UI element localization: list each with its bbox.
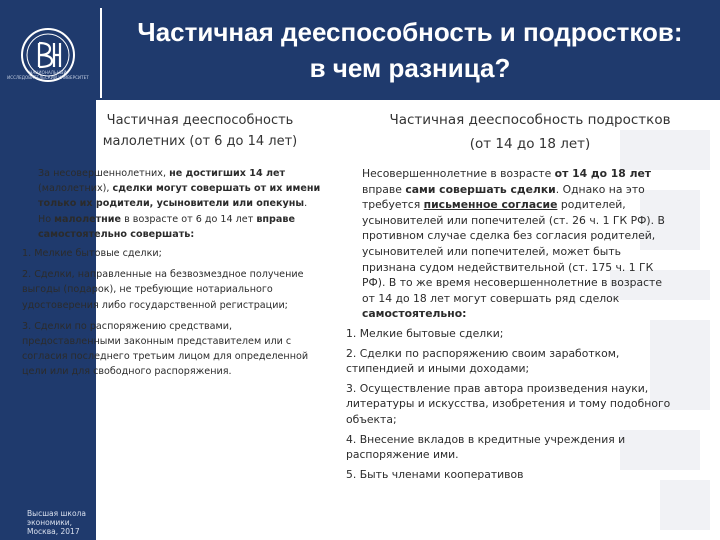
hse-logo-icon — [14, 8, 82, 102]
right-heading-line-2: (от 14 до 18 лет) — [469, 136, 591, 152]
left-intro: За несовершеннолетних, не достигших 14 лет (малолетних), сделки могут совершать от их имени только их родители, усыновители или опекуны. Но малолетние в возрасте от 6 до 14 лет вправе самостоятельно совершать: — [38, 168, 321, 240]
list-item: 4. Внесение вкладов в кредитные учреждения и распоряжение ими. — [346, 432, 626, 462]
title-line-1: Частичная дееспособность и подростков: — [137, 17, 683, 47]
right-column-heading — [360, 108, 700, 156]
list-item: 5. Быть членами кооперативов — [346, 467, 524, 481]
right-intro: Несовершеннолетние в возрасте от 14 до 18 лет вправе сами совершать сделки. Однако на это требуется письменное согласие родителей, усыновителей или попечителей (ст. 26 ч. 1 ГК РФ). В противном случае сделка без согласия родителей, усыновителей или попечителей, может быть признана судом недействительной (ст. 175 ч. 1 ГК РФ). В то же время несовершеннолетние в возрасте от 14 до 18 лет могут совершать ряд сделок самостоятельно: — [362, 167, 665, 321]
title-line-2: в чем разница? — [309, 53, 511, 83]
list-item: 2. Сделки, направленные на безвозмездное получение выгоды (подарок), не требующие нотариального удостоверения либо государственной регистрации; — [22, 269, 304, 311]
left-heading-line-2: малолетних (от 6 до 14 лет) — [102, 134, 298, 149]
list-item: 1. Мелкие бытовые сделки; — [22, 248, 162, 260]
left-column-text — [22, 166, 322, 386]
footer-text: Высшая школа экономики, Москва, 2017 — [27, 509, 86, 536]
right-column-text — [346, 166, 676, 486]
logo-caption: НАЦИОНАЛЬНЫЙ ИССЛЕДОВАТЕЛЬСКИЙ УНИВЕРСИТЕТ — [7, 70, 89, 80]
list-item: 3. Сделки по распоряжению средствами, предоставленными законным представителем или с согласия последнего третьим лицом для определенной цели или для свободного распоряжения. — [22, 320, 309, 378]
header-divider — [100, 8, 102, 98]
list-item: 1. Мелкие бытовые сделки; — [346, 326, 504, 340]
right-heading-line-1: Частичная дееспособность подростков — [389, 112, 671, 128]
page-title — [110, 14, 710, 86]
list-item: 3. Осуществление прав автора произведения науки, литературы и искусства, изобретения и тому подобного объекта; — [346, 381, 671, 426]
left-heading-line-1: Частичная дееспособность — [106, 113, 294, 128]
left-column-heading — [60, 110, 340, 152]
list-item: 2. Сделки по распоряжению своим заработком, стипендией и иными доходами; — [346, 346, 620, 376]
